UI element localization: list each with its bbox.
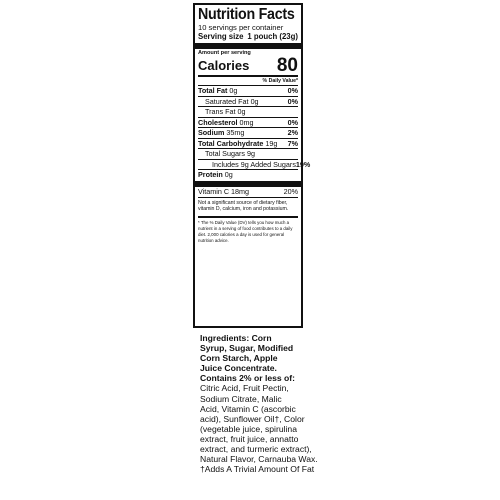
ingredients-line: extract, and turmeric extract), bbox=[200, 444, 312, 455]
nutrient-amount: 9g bbox=[246, 149, 255, 158]
ingredients-line: Acid, Vitamin C (ascorbic bbox=[200, 403, 296, 414]
ingredients-line: Natural Flavor, Carnauba Wax. bbox=[200, 454, 318, 465]
ingredients-line: Juice Concentrate. bbox=[200, 363, 277, 374]
nutrient-dv: 0% bbox=[287, 117, 298, 127]
ingredients-line: Citric Acid, Fruit Pectin, bbox=[200, 383, 289, 394]
nutrient-amount: 19g bbox=[265, 138, 278, 148]
nutrient-name: Saturated Fat bbox=[205, 96, 249, 106]
ingredients-line: Corn Starch, Apple bbox=[200, 353, 278, 364]
nutrient-name: Protein bbox=[198, 170, 223, 179]
nutrient-amount: 35mg bbox=[226, 128, 245, 137]
ingredients-line: acid), Sunflower Oil†, Color bbox=[200, 413, 305, 424]
servings-per-container: 10 servings per container bbox=[198, 23, 284, 32]
serving-size-value: 1 pouch (23g) bbox=[247, 32, 298, 41]
daily-value-footnote: * The % Daily Value (DV) tells you how much a nutrient in a serving of food contributes to a daily diet. 2,000 calories a day is used for general nutrition advice. bbox=[198, 216, 298, 244]
nutrient-name: Cholesterol bbox=[198, 117, 238, 127]
ingredients-line: Ingredients: Corn bbox=[200, 333, 272, 343]
nutrient-amount: 0g bbox=[224, 170, 233, 179]
calories-label: Calories bbox=[198, 58, 250, 73]
serving-size bbox=[198, 32, 298, 42]
nutrient-dv: 7% bbox=[287, 138, 298, 148]
nutrient-row-total-carbohydrate bbox=[198, 138, 298, 149]
nutrient-name: Total Carbohydrate bbox=[198, 138, 264, 148]
daily-value-header: % Daily Value* bbox=[198, 75, 298, 85]
nutrient-amount: 0g bbox=[237, 107, 246, 116]
nutrient-row-vitamin-c bbox=[198, 187, 298, 197]
nutrient-name: Vitamin C bbox=[198, 186, 230, 196]
thick-divider bbox=[195, 43, 301, 49]
nutrient-amount: 0g bbox=[229, 86, 238, 95]
nutrition-facts-label bbox=[193, 3, 311, 328]
ingredients-line: extract, fruit juice, annatto bbox=[200, 433, 299, 444]
nutrient-row-sodium bbox=[198, 127, 298, 138]
nutrient-row-added-sugars bbox=[198, 159, 311, 170]
nutrient-row-total-sugars bbox=[198, 148, 298, 159]
nutrient-name: Sodium bbox=[198, 128, 225, 137]
nutrient-dv: 0% bbox=[287, 96, 298, 106]
nutrient-dv: 2% bbox=[287, 128, 298, 137]
serving-size-label: Serving size bbox=[198, 32, 244, 41]
nutrient-row-trans-fat bbox=[198, 106, 298, 117]
calories-row bbox=[198, 57, 298, 75]
nutrient-row-protein bbox=[198, 169, 298, 180]
nutrient-dv: 19% bbox=[295, 159, 311, 169]
not-significant-note: Not a significant source of dietary fiber, vitamin D, calcium, iron and potassium. bbox=[198, 197, 298, 213]
nutrient-name: Total Sugars bbox=[205, 149, 245, 158]
nutrient-dv: 20% bbox=[283, 186, 298, 196]
nutrient-name: Includes 9g Added Sugars bbox=[212, 159, 296, 169]
ingredients-line: Contains 2% or less of: bbox=[200, 373, 296, 384]
nutrient-row-saturated-fat bbox=[198, 96, 298, 107]
ingredients-line: (vegetable juice, spirulina bbox=[200, 423, 297, 434]
nutrient-name: Total Fat bbox=[198, 86, 228, 95]
ingredients-block bbox=[200, 333, 320, 474]
ingredients-line: Syrup, Sugar, Modified bbox=[200, 343, 294, 354]
nutrient-name: Trans Fat bbox=[205, 107, 236, 116]
nutrient-dv: 0% bbox=[287, 86, 298, 95]
nutrient-row-cholesterol bbox=[198, 117, 298, 128]
nutrient-amount: 0mg bbox=[239, 117, 254, 127]
ingredients-line: †Adds A Trivial Amount Of Fat bbox=[200, 464, 315, 475]
nutrition-facts-title: Nutrition Facts bbox=[198, 6, 295, 23]
amount-per-serving: Amount per serving bbox=[198, 50, 251, 56]
calories-value: 80 bbox=[276, 55, 298, 76]
nutrient-amount: 0g bbox=[250, 96, 259, 106]
nutrient-row-total-fat bbox=[198, 85, 298, 96]
ingredients-line: Sodium Citrate, Malic bbox=[200, 393, 282, 404]
nutrient-amount: 18mg bbox=[231, 186, 250, 196]
